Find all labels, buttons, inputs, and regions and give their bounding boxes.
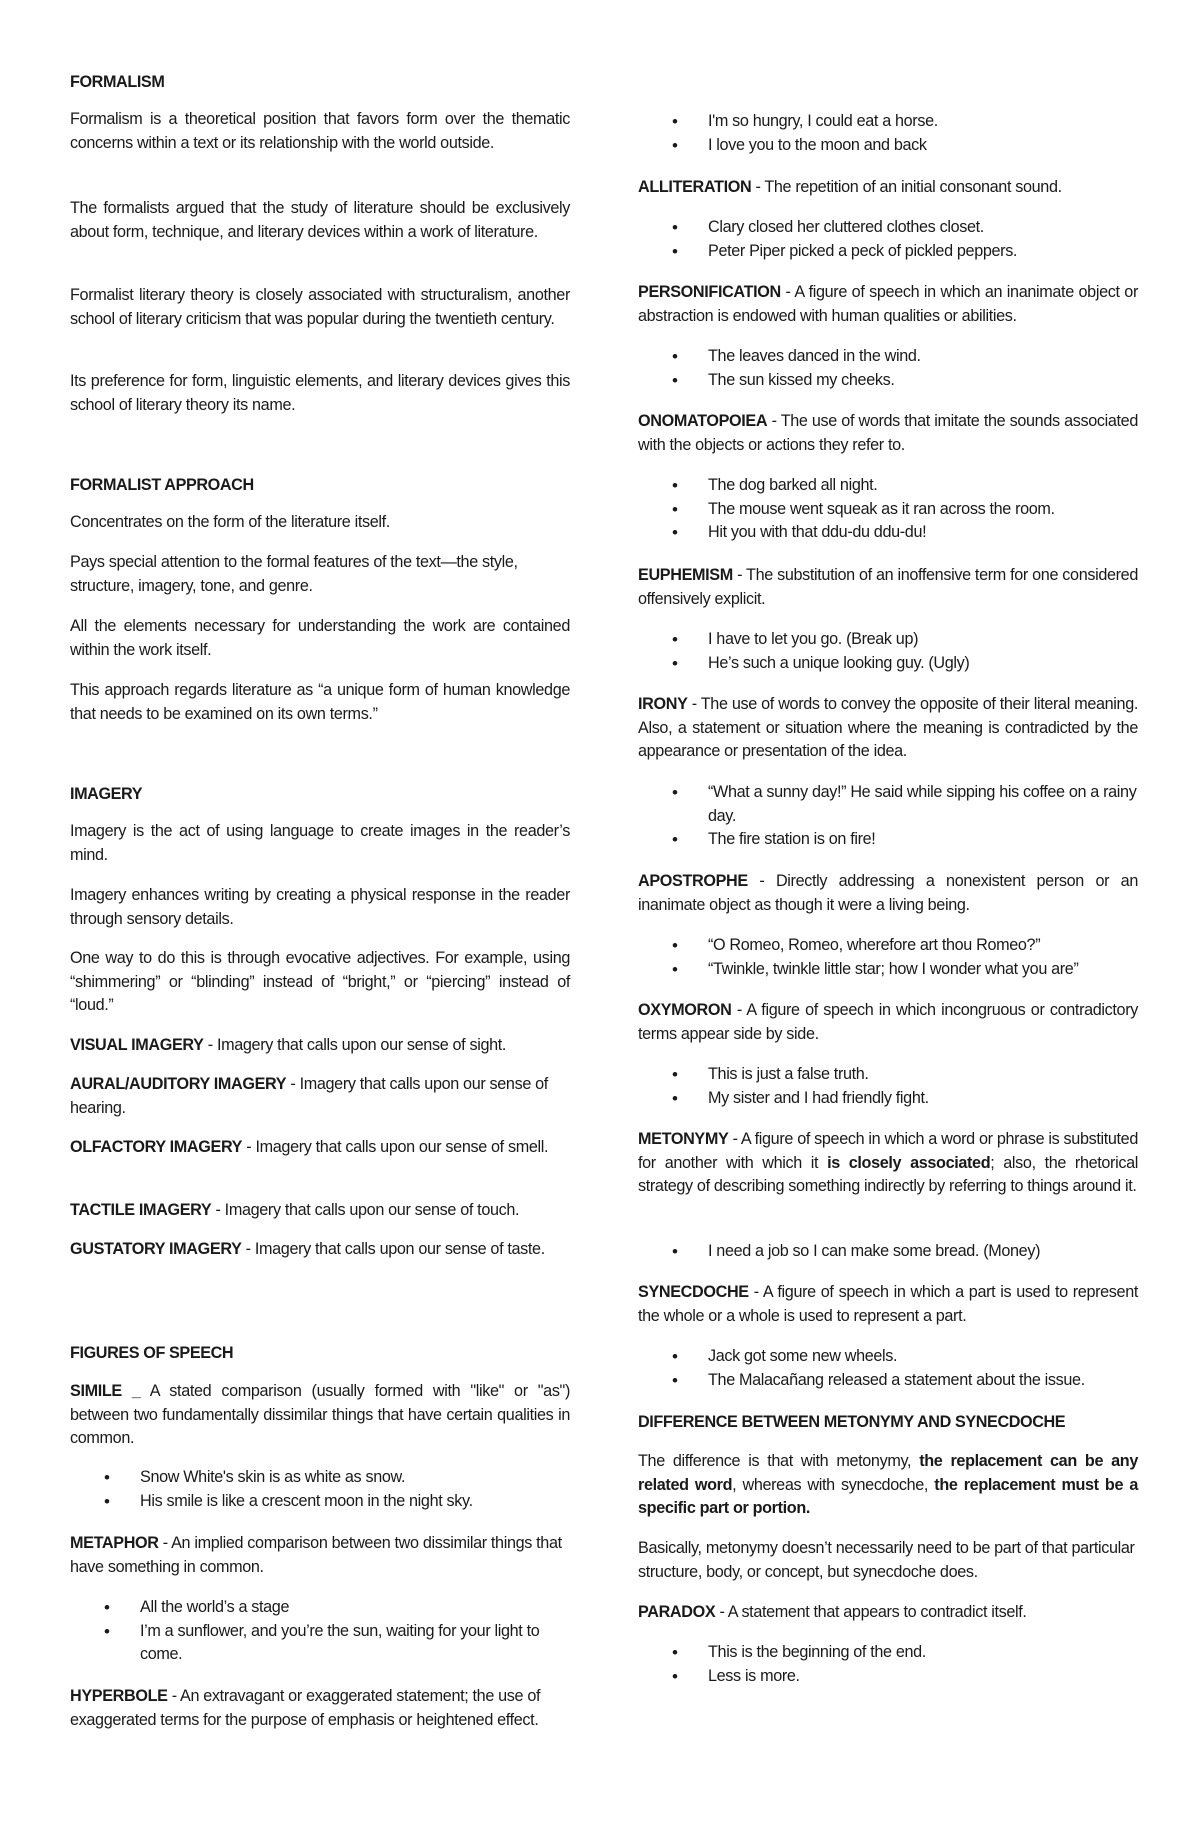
difference-bold-2: the replacement must be a specific part or portion. (638, 1475, 1138, 1517)
list-item: • All the world’s a stage (70, 1596, 570, 1620)
list-item: • The sun kissed my cheeks. (638, 369, 1138, 393)
apostrophe-entry (638, 870, 1138, 917)
list-item: • I need a job so I can make some bread. (Money) (638, 1240, 1138, 1264)
irony-definition: - The use of words to convey the opposite of their literal meaning. Also, a statement or situation where the meaning is contradicted by the appearance or presentation of the idea. (638, 695, 1138, 760)
aural-imagery-definition: - Imagery that calls upon our sense of hearing. (70, 1075, 548, 1117)
alliteration-entry (638, 176, 1138, 200)
imagery-paragraph-1: Imagery is the act of using language to create images in the reader’s mind. (70, 822, 570, 864)
paradox-term: PARADOX (638, 1603, 716, 1621)
oxymoron-entry (638, 999, 1138, 1046)
approach-paragraph-1: Concentrates on the form of the literature itself. (70, 513, 390, 531)
hyperbole-definition: - An extravagant or exaggerated statement; the use of exaggerated terms for the purpose of emphasis or heightened effect. (70, 1687, 541, 1729)
approach-paragraph-2: Pays special attention to the formal features of the text—the style, structure, imagery, tone, and genre. (70, 553, 518, 595)
personification-examples (638, 345, 1138, 392)
list-item: • I have to let you go. (Break up) (638, 628, 1138, 652)
aural-imagery-term: AURAL/AUDITORY IMAGERY (70, 1075, 287, 1093)
list-item: • The dog barked all night. (638, 474, 1138, 498)
list-item: • The mouse went squeak as it ran across the room. (638, 498, 1138, 522)
difference-text-a: The difference is that with metonymy, (638, 1452, 920, 1470)
metaphor-entry (70, 1532, 570, 1579)
formalism-paragraph-3: Formalist literary theory is closely associated with structuralism, another school of literary criticism that was popular during the twentieth century. (70, 286, 570, 328)
approach-paragraph-4: This approach regards literature as “a unique form of human knowledge that needs to be examined on its own terms.” (70, 681, 570, 723)
list-item: • This is the beginning of the end. (638, 1641, 1138, 1665)
list-item: • Jack got some new wheels. (638, 1345, 1138, 1369)
formalism-paragraph-2: The formalists argued that the study of literature should be exclusively about form, technique, and literary devices within a work of literature. (70, 199, 570, 241)
difference-text-c: , whereas with synecdoche, (732, 1475, 935, 1494)
list-item: • I’m a sunflower, and you’re the sun, waiting for your light to come. (70, 1620, 570, 1667)
list-item: • My sister and I had friendly fight. (638, 1087, 1138, 1111)
list-item: • “Twinkle, twinkle little star; how I wonder what you are” (638, 958, 1138, 982)
metonymy-term: METONYMY (638, 1130, 729, 1148)
personification-term: PERSONIFICATION (638, 283, 781, 301)
heading-formalist-approach: FORMALIST APPROACH (70, 476, 254, 494)
visual-imagery-definition: - Imagery that calls upon our sense of sight. (203, 1036, 507, 1054)
formalism-paragraph-1: Formalism is a theoretical position that favors form over the thematic concerns within a text or its relationship with the world outside. (70, 110, 570, 152)
olfactory-imagery-term: OLFACTORY IMAGERY (70, 1138, 243, 1156)
onomatopoeia-definition: - The use of words that imitate the sounds associated with the objects or actions they refer to. (638, 412, 1138, 454)
oxymoron-term: OXYMORON (638, 1001, 732, 1019)
euphemism-term: EUPHEMISM (638, 566, 733, 584)
paradox-definition: - A statement that appears to contradict itself. (715, 1603, 1027, 1621)
gustatory-imagery-definition: - Imagery that calls upon our sense of taste. (241, 1240, 545, 1258)
list-item: • The Malacañang released a statement about the issue. (638, 1369, 1138, 1393)
synecdoche-examples (638, 1345, 1138, 1392)
list-item: • Snow White's skin is as white as snow. (70, 1466, 570, 1490)
personification-entry (638, 281, 1138, 328)
apostrophe-definition: - Directly addressing a nonexistent person or an inanimate object as though it were a living being. (638, 872, 1138, 914)
visual-imagery-term: VISUAL IMAGERY (70, 1036, 204, 1054)
gustatory-imagery-entry (70, 1238, 570, 1262)
euphemism-examples (638, 628, 1138, 675)
irony-term: IRONY (638, 695, 688, 713)
list-item: • Peter Piper picked a peck of pickled peppers. (638, 240, 1138, 264)
synecdoche-entry (638, 1281, 1138, 1328)
visual-imagery-entry (70, 1034, 570, 1058)
list-item: • This is just a false truth. (638, 1063, 1138, 1087)
list-item: • He’s such a unique looking guy. (Ugly) (638, 652, 1138, 676)
simile-term: SIMILE _ (70, 1382, 141, 1400)
oxymoron-definition: - A figure of speech in which incongruous or contradictory terms appear side by side. (638, 1001, 1138, 1043)
difference-bold-1: the replacement can be any related word (638, 1452, 1138, 1494)
tactile-imagery-term: TACTILE IMAGERY (70, 1201, 212, 1219)
apostrophe-examples (638, 934, 1138, 981)
personification-definition: - A figure of speech in which an inanimate object or abstraction is endowed with human qualities or abilities. (638, 283, 1138, 325)
list-item: • Less is more. (638, 1665, 1138, 1689)
alliteration-examples (638, 216, 1138, 263)
difference-paragraph-2: Basically, metonymy doesn’t necessarily need to be part of that particular structure, body, or concept, but synecdoche does. (638, 1539, 1135, 1581)
onomatopoeia-term: ONOMATOPOIEA (638, 412, 768, 430)
list-item: • I'm so hungry, I could eat a horse. (638, 110, 1138, 134)
metaphor-term: METAPHOR (70, 1534, 159, 1552)
list-item: • I love you to the moon and back (638, 134, 1138, 158)
tactile-imagery-definition: - Imagery that calls upon our sense of touch. (211, 1201, 520, 1219)
paradox-examples (638, 1641, 1138, 1688)
oxymoron-examples (638, 1063, 1138, 1110)
list-item: • Clary closed her cluttered clothes closet. (638, 216, 1138, 240)
metonymy-definition-a: - A figure of speech in which a word or phrase is substituted for another with which it (638, 1130, 1138, 1172)
synecdoche-term: SYNECDOCHE (638, 1283, 749, 1301)
list-item: • “What a sunny day!” He said while sipping his coffee on a rainy day. (638, 781, 1138, 828)
metonymy-examples (638, 1240, 1138, 1264)
apostrophe-term: APOSTROPHE (638, 872, 748, 890)
list-item: • His smile is like a crescent moon in the night sky. (70, 1490, 570, 1514)
list-item: • The leaves danced in the wind. (638, 345, 1138, 369)
onomatopoeia-examples (638, 474, 1138, 545)
approach-paragraph-3: All the elements necessary for understanding the work are contained within the work itself. (70, 617, 570, 659)
heading-formalism: FORMALISM (70, 73, 165, 91)
metaphor-definition: - An implied comparison between two dissimilar things that have something in common. (70, 1534, 562, 1576)
irony-examples (638, 781, 1138, 852)
alliteration-definition: - The repetition of an initial consonant sound. (751, 178, 1062, 196)
synecdoche-definition: - A figure of speech in which a part is used to represent the whole or a whole is used to represent a part. (638, 1283, 1138, 1325)
formalism-paragraph-4: Its preference for form, linguistic elements, and literary devices gives this school of literary theory its name. (70, 372, 570, 414)
gustatory-imagery-term: GUSTATORY IMAGERY (70, 1240, 242, 1258)
list-item: • “O Romeo, Romeo, wherefore art thou Romeo?” (638, 934, 1138, 958)
list-item: • The fire station is on fire! (638, 828, 1138, 852)
heading-imagery: IMAGERY (70, 785, 143, 803)
aural-imagery-entry (70, 1073, 570, 1120)
simile-entry (70, 1380, 570, 1451)
tactile-imagery-entry (70, 1199, 570, 1223)
olfactory-imagery-definition: - Imagery that calls upon our sense of smell. (242, 1138, 549, 1156)
euphemism-definition: - The substitution of an inoffensive term for one considered offensively explicit. (638, 566, 1138, 608)
alliteration-term: ALLITERATION (638, 178, 752, 196)
metonymy-definition-b: ; also, the rhetorical strategy of describing something indirectly by referring to things around it. (638, 1153, 1138, 1195)
hyperbole-term: HYPERBOLE (70, 1687, 168, 1705)
onomatopoeia-entry (638, 410, 1138, 457)
olfactory-imagery-entry (70, 1136, 570, 1160)
imagery-paragraph-2: Imagery enhances writing by creating a physical response in the reader through sensory details. (70, 886, 570, 928)
metaphor-examples (70, 1596, 570, 1667)
euphemism-entry (638, 564, 1138, 611)
hyperbole-examples (638, 110, 1138, 157)
heading-figures-of-speech: FIGURES OF SPEECH (70, 1344, 234, 1362)
paradox-entry (638, 1601, 1138, 1625)
metonymy-definition-bold: is closely associated (827, 1153, 991, 1172)
metonymy-entry (638, 1128, 1138, 1199)
hyperbole-entry (70, 1685, 570, 1732)
list-item: • Hit you with that ddu-du ddu-du! (638, 521, 1138, 545)
imagery-paragraph-3: One way to do this is through evocative adjectives. For example, using “shimmering” or “blinding” instead of “bright,” or “piercing” instead of “loud.” (70, 949, 570, 1014)
simile-definition: A stated comparison (usually formed with "like" or "as") between two fundamentally dissimilar things that have certain qualities in common. (70, 1382, 570, 1447)
simile-examples (70, 1466, 570, 1513)
irony-entry (638, 693, 1138, 764)
heading-difference: DIFFERENCE BETWEEN METONYMY AND SYNECDOCHE (638, 1413, 1066, 1431)
difference-paragraph-1 (638, 1450, 1138, 1521)
